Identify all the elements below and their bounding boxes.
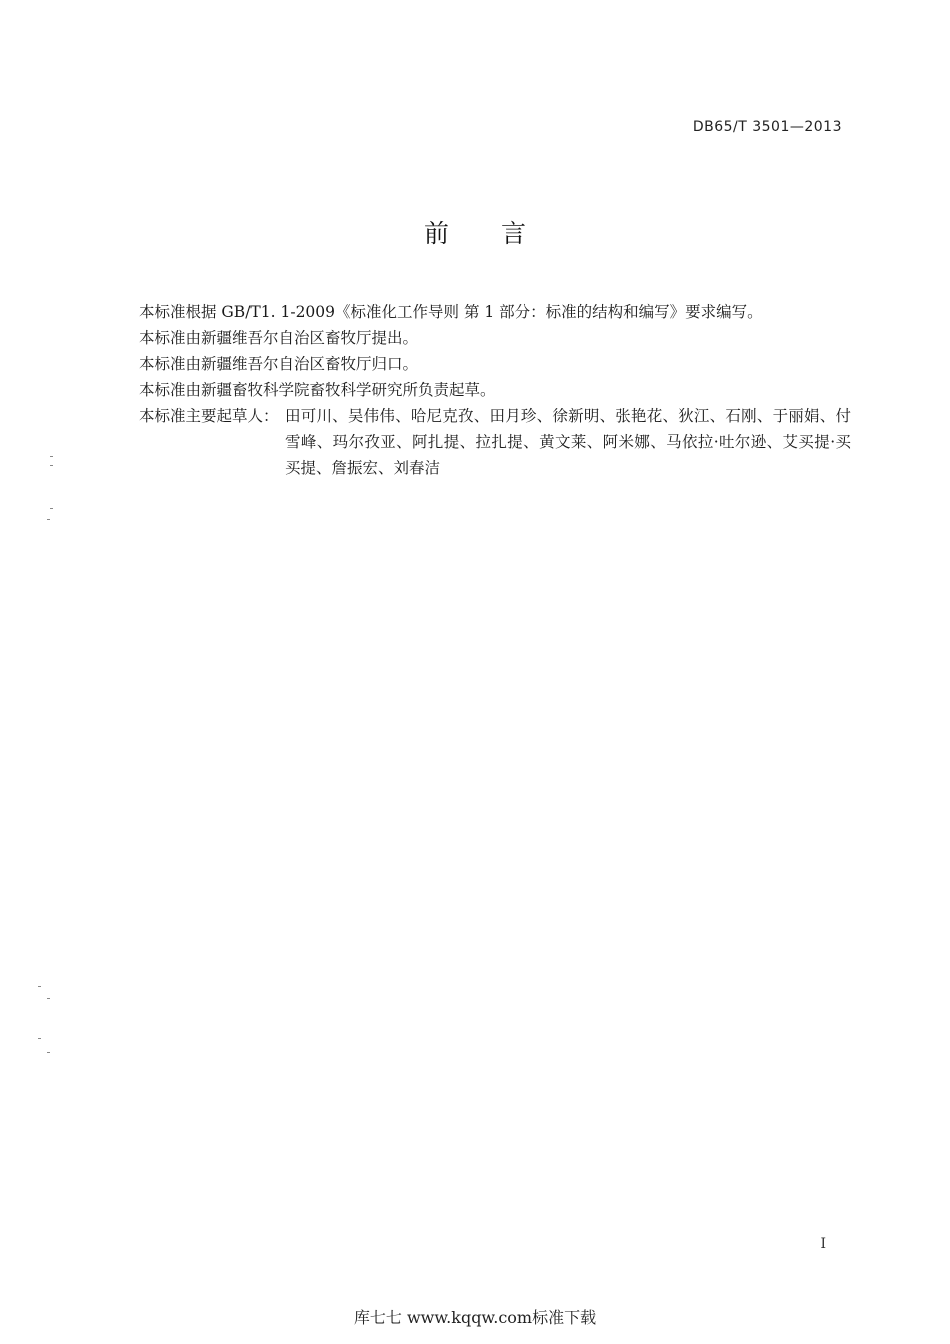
foreword-body — [139, 299, 851, 481]
standard-code: DB65/T 3501—2013 — [692, 119, 842, 135]
foreword-paragraph: 本标准由新疆维吾尔自治区畜牧厅提出。 — [139, 329, 419, 347]
scan-speck — [38, 1038, 41, 1039]
drafters-label: 本标准主要起草人： — [139, 407, 279, 425]
scan-speck — [50, 508, 53, 509]
page-title: 前 言 — [424, 219, 548, 248]
drafters-names: 田可川、吴伟伟、哈尼克孜、田月珍、徐新明、张艳花、狄江、石刚、于丽娟、付雪峰、玛尔孜亚、阿扎提、拉扎提、黄文莱、阿米娜、马依拉·吐尔逊、艾买提·买买提、詹振宏、刘春洁 — [285, 407, 851, 477]
foreword-paragraph: 本标准根据 GB/T1. 1-2009《标准化工作导则 第 1 部分：标准的结构和编写》要求编写。 — [139, 303, 763, 321]
scan-speck — [47, 519, 50, 520]
scan-speck — [47, 998, 50, 999]
scan-speck — [50, 456, 53, 457]
scan-speck — [50, 465, 53, 466]
drafters-paragraph — [139, 403, 851, 481]
scan-speck — [47, 1052, 50, 1053]
page-number: I — [820, 1236, 826, 1252]
foreword-paragraph: 本标准由新疆维吾尔自治区畜牧厅归口。 — [139, 355, 419, 373]
foreword-paragraph: 本标准由新疆畜牧科学院畜牧科学研究所负责起草。 — [139, 381, 496, 399]
scan-speck — [38, 986, 41, 987]
footer-watermark: 库七七 www.kqqw.com标准下载 — [353, 1308, 597, 1327]
